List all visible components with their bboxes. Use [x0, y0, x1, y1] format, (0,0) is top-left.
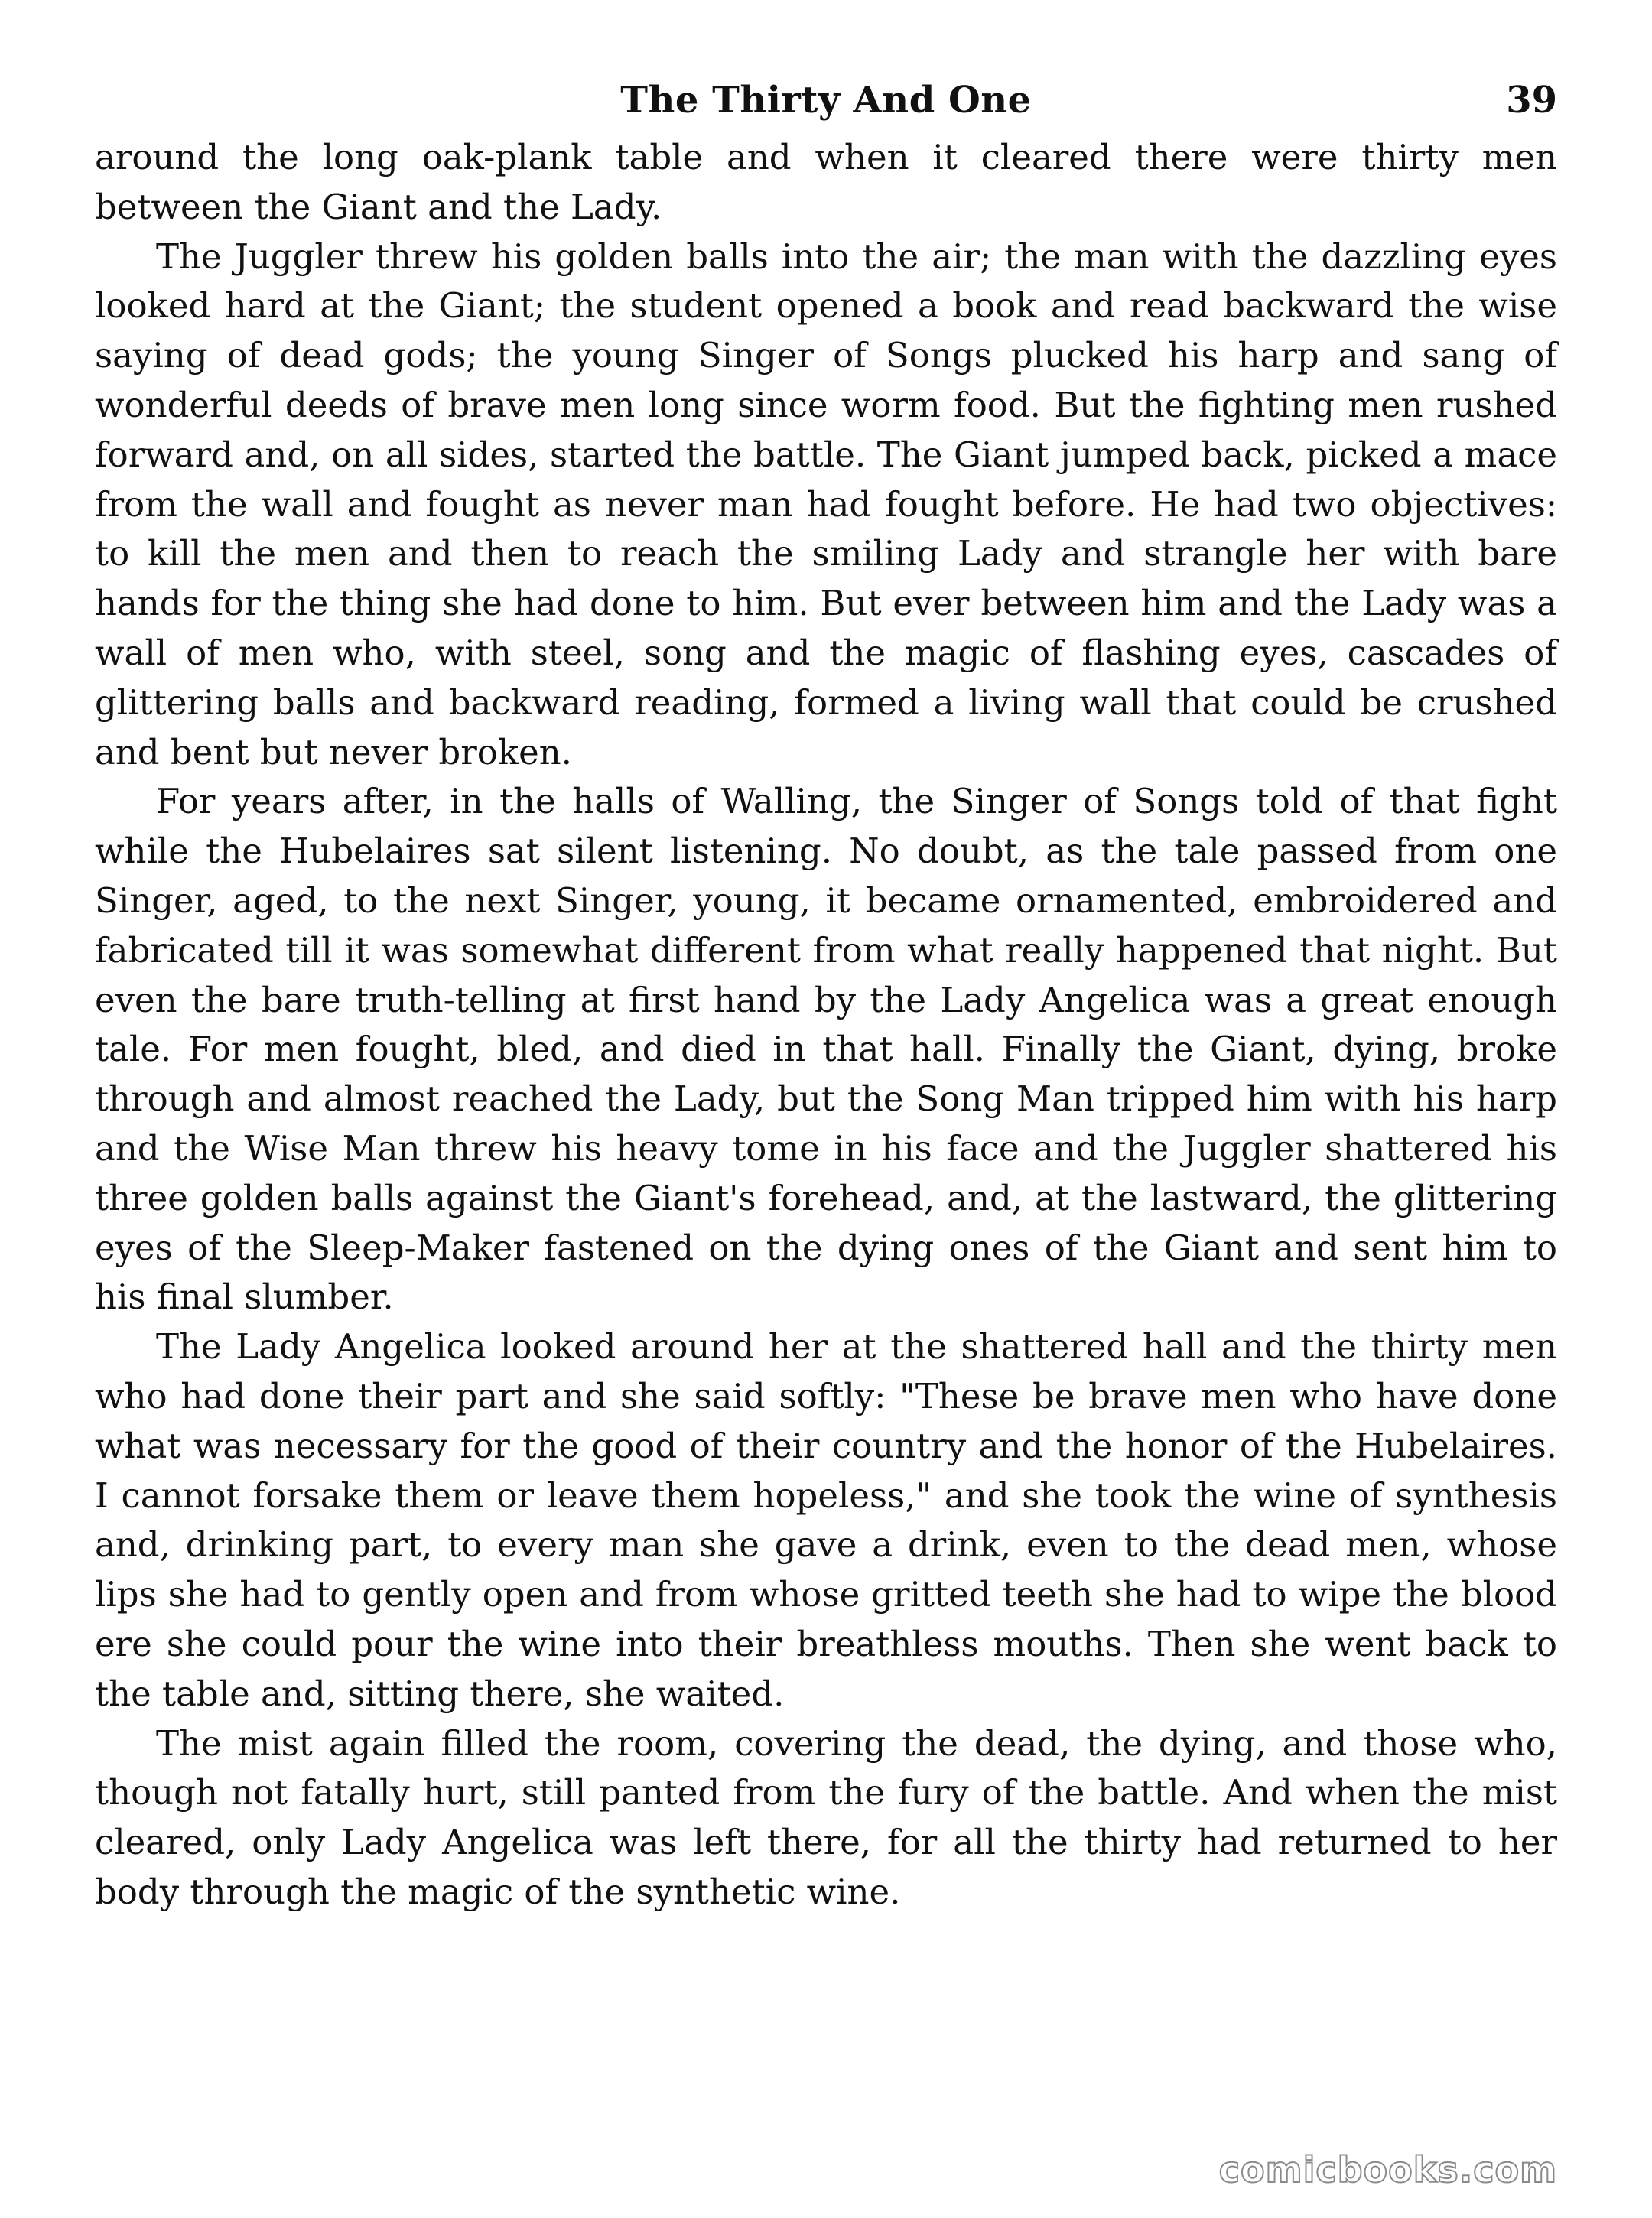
paragraph-continuation: around the long oak-plank table and when it cleared there were thirty men between the Giant and the Lady.: [95, 137, 1557, 227]
paragraph-years-after: For years after, in the halls of Walling, the Singer of Songs told of that fight while the Hubelaires sat silent listening. No doubt, as the tale passed from one Singer, aged, to the next Singer, young, it became ornamented, embroidered and fabricated till it was somewhat different from what really happened that night. But even the bare truth-telling at first hand by the Lady Angelica was a great enough tale. For men fought, bled, and died in that hall. Finally the Giant, dying, broke through and almost reached the Lady, but the Song Man tripped him with his harp and the Wise Man threw his heavy tome in his face and the Juggler shattered his three golden balls against the Giant's forehead, and, at the lastward, the glittering eyes of the Sleep-Maker fastened on the dying ones of the Giant and sent him to his final slumber.: [95, 781, 1557, 1318]
body-text: [95, 133, 1557, 1917]
running-title: The Thirty And One: [620, 79, 1032, 122]
paragraph-mist: The mist again filled the room, covering the dead, the dying, and those who, though not fatally hurt, still panted from the fury of the battle. And when the mist cleared, only Lady Angelica was left there, for all the thirty had returned to her body through the magic of the synthetic wine.: [95, 1722, 1557, 1912]
page-header: [95, 73, 1557, 127]
book-page: [95, 73, 1557, 2154]
paragraph-lady-angelica: The Lady Angelica looked around her at the shattered hall and the thirty men who had done their part and she said softly: "These be brave men who have done what was necessary for the good of their country and the honor of the Hubelaires. I cannot forsake them or leave them hopeless," and she took the wine of synthesis and, drinking part, to every man she gave a drink, even to the dead men, whose lips she had to gently open and from whose gritted teeth she had to wipe the blood ere she could pour the wine into their breathless mouths. Then she went back to the table and, sitting there, she waited.: [95, 1326, 1557, 1714]
page-number: 39: [1506, 79, 1557, 122]
paragraph-battle: The Juggler threw his golden balls into the air; the man with the dazzling eyes looked hard at the Giant; the student opened a book and read backward the wise saying of dead gods; the young Singer of Songs plucked his harp and sang of wonderful deeds of brave men long since worm food. But the fighting men rushed forward and, on all sides, started the battle. The Giant jumped back, picked a mace from the wall and fought as never man had fought before. He had two objectives: to kill the men and then to reach the smiling Lady and strangle her with bare hands for the thing she had done to him. But ever between him and the Lady was a wall of men who, with steel, song and the magic of flashing eyes, cascades of glittering balls and backward reading, formed a living wall that could be crushed and bent but never broken.: [95, 236, 1557, 772]
watermark-logo: comicbooks.com: [1218, 2149, 1557, 2190]
